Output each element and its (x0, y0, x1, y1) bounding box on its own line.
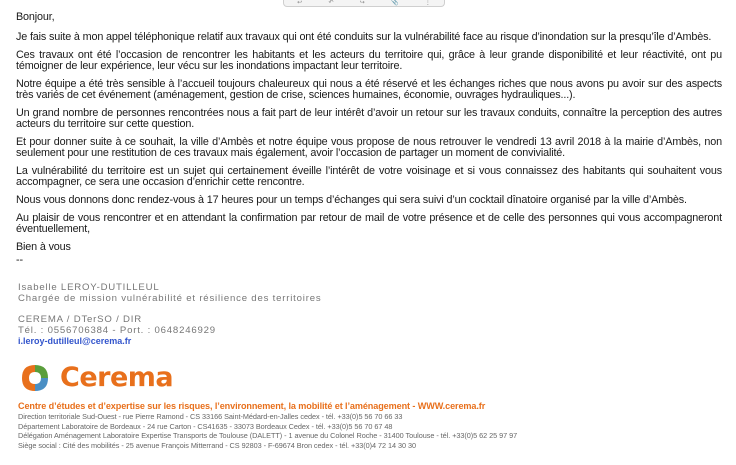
cerema-emblem-icon (18, 361, 52, 395)
paragraph: Nous vous donnons donc rendez-vous à 17 heures pour un temps d’échanges qui sera suivi d’un cocktail dînatoire organisé par la ville d’Ambès. (16, 194, 687, 206)
signature-separator: -- (16, 254, 23, 266)
paragraph: Et pour donner suite à ce souhait, la ville d’Ambès et notre équipe vous propose de nous retrouver le vendredi 13 avril 2018 à la mairie d’Ambès, non seulement pour une restitution de ces travaux mais également, avoir l’occasion de partager un moment de convivialité. (16, 136, 722, 159)
more-icon[interactable]: ⋮ (424, 0, 431, 6)
signature-name: Isabelle LEROY-DUTILLEUL (18, 282, 160, 293)
footer-address: Département Laboratoire de Bordeaux - 24 rue Carton - CS41635 - 33073 Bordeaux Cedex - tél. +33(0)5 56 70 67 48 (18, 421, 393, 431)
paragraph: Au plaisir de vous rencontrer et en attendant la confirmation par retour de mail de votre présence et de celle des personnes qui vous accompagneront éventuellement, (16, 212, 722, 235)
footer-address: Délégation Aménagement Laboratoire Expertise Transports de Toulouse (DALETT) - 1 avenue du Colonel Roche - 31400 Toulouse - tél. +33(0)5 62 25 97 97 (18, 431, 518, 441)
cerema-logo (18, 361, 173, 395)
paragraph: La vulnérabilité du territoire est un sujet qui certainement éveille l’intérêt de votre voisinage et si vous connaissez des habitants qui souhaitent vous accompagner, ce sera une occasion d’enrichir cette rencontre. (16, 165, 722, 188)
paragraph: Notre équipe a été très sensible à l’accueil toujours chaleureux qui nous a été réservé et les échanges riches que nous avons pu avoir sur des aspects très variés de cet événement (aménagement, gestion de crise, sciences humaines, économie, ouvrages hydrauliques...). (16, 78, 722, 101)
paragraph: Ces travaux ont été l’occasion de rencontrer les habitants et les acteurs du territoire qui, grâce à leur grande disponibilité et leur réactivité, ont pu témoigner de leur expérience, leur vécu sur les inondations impactant leur territoire. (16, 49, 722, 72)
signature-phones: Tél. : 0556706384 - Port. : 0648246929 (18, 324, 216, 336)
message-toolbar (283, 0, 445, 7)
cerema-wordmark: Cerema (60, 362, 174, 393)
paragraph: Je fais suite à mon appel téléphonique relatif aux travaux qui ont été conduits sur la vulnérabilité face au risque d’inondation sur la presqu’île d’Ambès. (16, 31, 712, 43)
attachment-icon[interactable]: 📎 (391, 0, 399, 6)
footer-address: Direction territoriale Sud-Ouest - rue Pierre Ramond - CS 33166 Saint-Médard-en-Jalles cedex - tél. +33(0)5 56 70 66 33 (18, 412, 403, 421)
reply-icon[interactable]: ↩ (297, 0, 303, 6)
signature-role: Chargée de mission vulnérabilité et résilience des territoires (18, 292, 322, 304)
reply-all-icon[interactable]: ↶ (328, 0, 334, 6)
signature-org: CEREMA / DTerSO / DIR (18, 314, 142, 326)
paragraph: Un grand nombre de personnes rencontrées nous a fait part de leur intérêt d’avoir un retour sur les travaux conduits, connaître la perception des autres acteurs du territoire sur cette question. (16, 107, 722, 130)
closing: Bien à vous (16, 241, 71, 253)
footer (18, 401, 734, 450)
footer-address: Siège social : Cité des mobilités - 25 avenue François Mitterrand - CS 92803 - F-69674 Bron cedex - tél. +33(0)4 72 14 30 30 (18, 440, 416, 450)
signature-email-link[interactable]: i.leroy-dutilleul@cerema.fr (18, 336, 132, 347)
footer-tagline: Centre d’études et d’expertise sur les risques, l’environnement, la mobilité et l’aménagement - WWW.cerema.fr (18, 401, 486, 411)
forward-icon[interactable]: ↪ (359, 0, 365, 6)
greeting: Bonjour, (16, 11, 55, 23)
signature-block (18, 283, 321, 347)
email-body (16, 12, 722, 268)
